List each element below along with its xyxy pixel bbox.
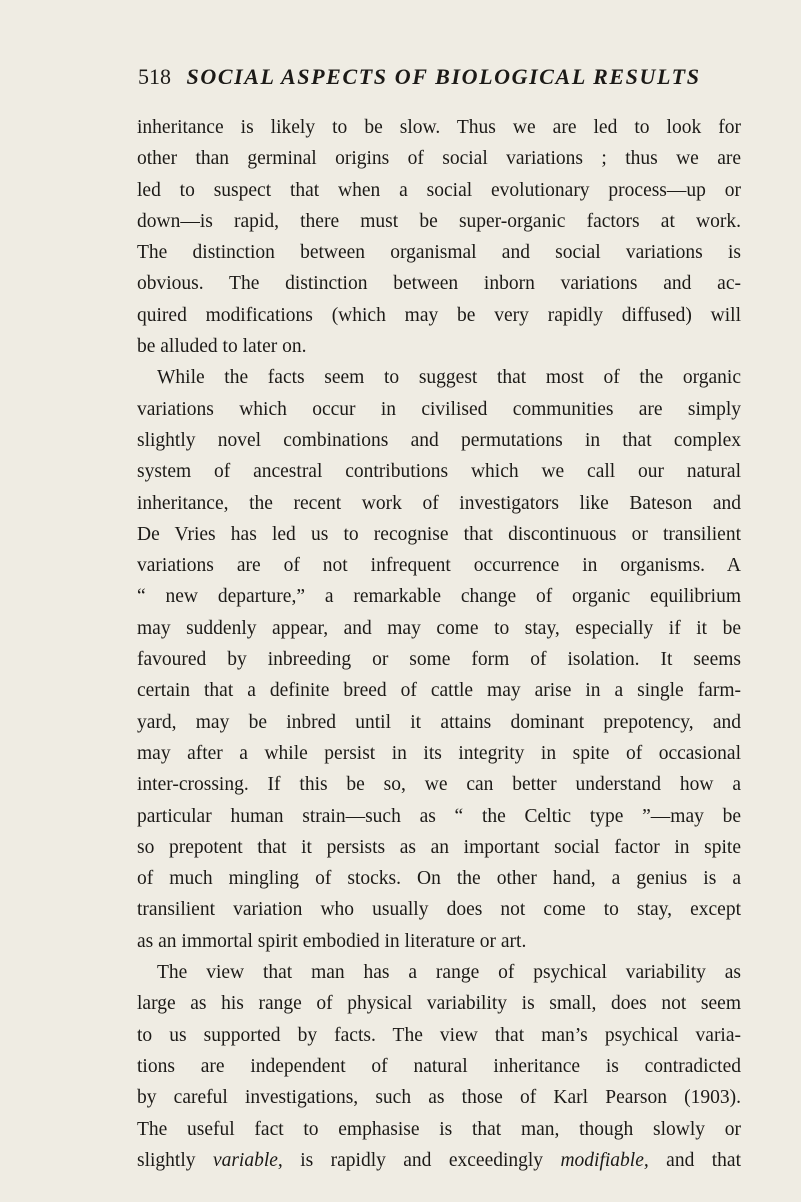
page-header [138, 62, 738, 92]
text-line: favoured by inbreeding or some form of isolation. It seems [137, 649, 741, 671]
text-line: may suddenly appear, and may come to stay, especially if it be [137, 617, 741, 639]
text-run: slightly [137, 1149, 213, 1171]
text-line: While the facts seem to suggest that most of the organic [157, 367, 741, 389]
text-line: inter-crossing. If this be so, we can better understand how a [137, 774, 741, 796]
text-line: other than germinal origins of social variations ; thus we are [137, 148, 741, 170]
italic-word-variable: variable, [212, 1149, 283, 1171]
text-line: by careful investigations, such as those of Karl Pearson (1903). [137, 1087, 741, 1109]
text-run: and that [648, 1149, 741, 1171]
text-line: to us supported by facts. The view that man’s psychical varia- [137, 1024, 741, 1046]
text-line: system of ancestral contributions which we call our natural [137, 461, 741, 483]
text-line: may after a while persist in its integrity in spite of occasional [137, 742, 741, 764]
text-line: The view that man has a range of psychical variability as [157, 962, 741, 984]
text-line: particular human strain—such as “ the Celtic type ”—may be [137, 805, 741, 827]
text-line: slightly novel combinations and permutations in that complex [137, 429, 741, 451]
text-line: be alluded to later on. [137, 336, 307, 358]
text-line: variations which occur in civilised communities are simply [137, 398, 741, 420]
text-line: certain that a definite breed of cattle may arise in a single farm- [137, 680, 741, 702]
body-text [137, 112, 741, 1176]
text-line: down—is rapid, there must be super-organic factors at work. [137, 210, 741, 232]
text-line: led to suspect that when a social evolutionary process—up or [137, 179, 741, 201]
text-line: “ new departure,” a remarkable change of organic equilibrium [137, 586, 741, 608]
page-number: 518 [138, 64, 171, 89]
italic-word-modifiable: modifiable, [560, 1149, 649, 1171]
text-line: as an immortal spirit embodied in literature or art. [137, 930, 527, 952]
text-line: tions are independent of natural inheritance is contradicted [137, 1055, 741, 1077]
text-line: quired modifications (which may be very rapidly diffused) will [137, 304, 741, 326]
text-line: The distinction between organismal and social variations is [137, 242, 741, 264]
text-line: De Vries has led us to recognise that discontinuous or transilient [137, 523, 741, 545]
text-line-final [137, 1145, 741, 1176]
text-line: of much mingling of stocks. On the other hand, a genius is a [137, 868, 741, 890]
text-line: inheritance is likely to be slow. Thus we are led to look for [137, 117, 741, 138]
running-title: SOCIAL ASPECTS OF BIOLOGICAL RESULTS [186, 64, 701, 89]
text-line: inheritance, the recent work of investigators like Bateson and [137, 492, 741, 514]
text-line: yard, may be inbred until it attains dominant prepotency, and [137, 711, 741, 733]
text-run: is rapidly and exceedingly [282, 1149, 561, 1171]
text-line: variations are of not infrequent occurrence in organisms. A [137, 555, 741, 577]
text-line: obvious. The distinction between inborn variations and ac- [137, 273, 741, 295]
text-line: The useful fact to emphasise is that man, though slowly or [137, 1118, 741, 1140]
text-line: so prepotent that it persists as an important social factor in spite [137, 836, 741, 858]
text-line: large as his range of physical variability is small, does not seem [137, 993, 741, 1015]
text-line: transilient variation who usually does not come to stay, except [137, 899, 741, 921]
